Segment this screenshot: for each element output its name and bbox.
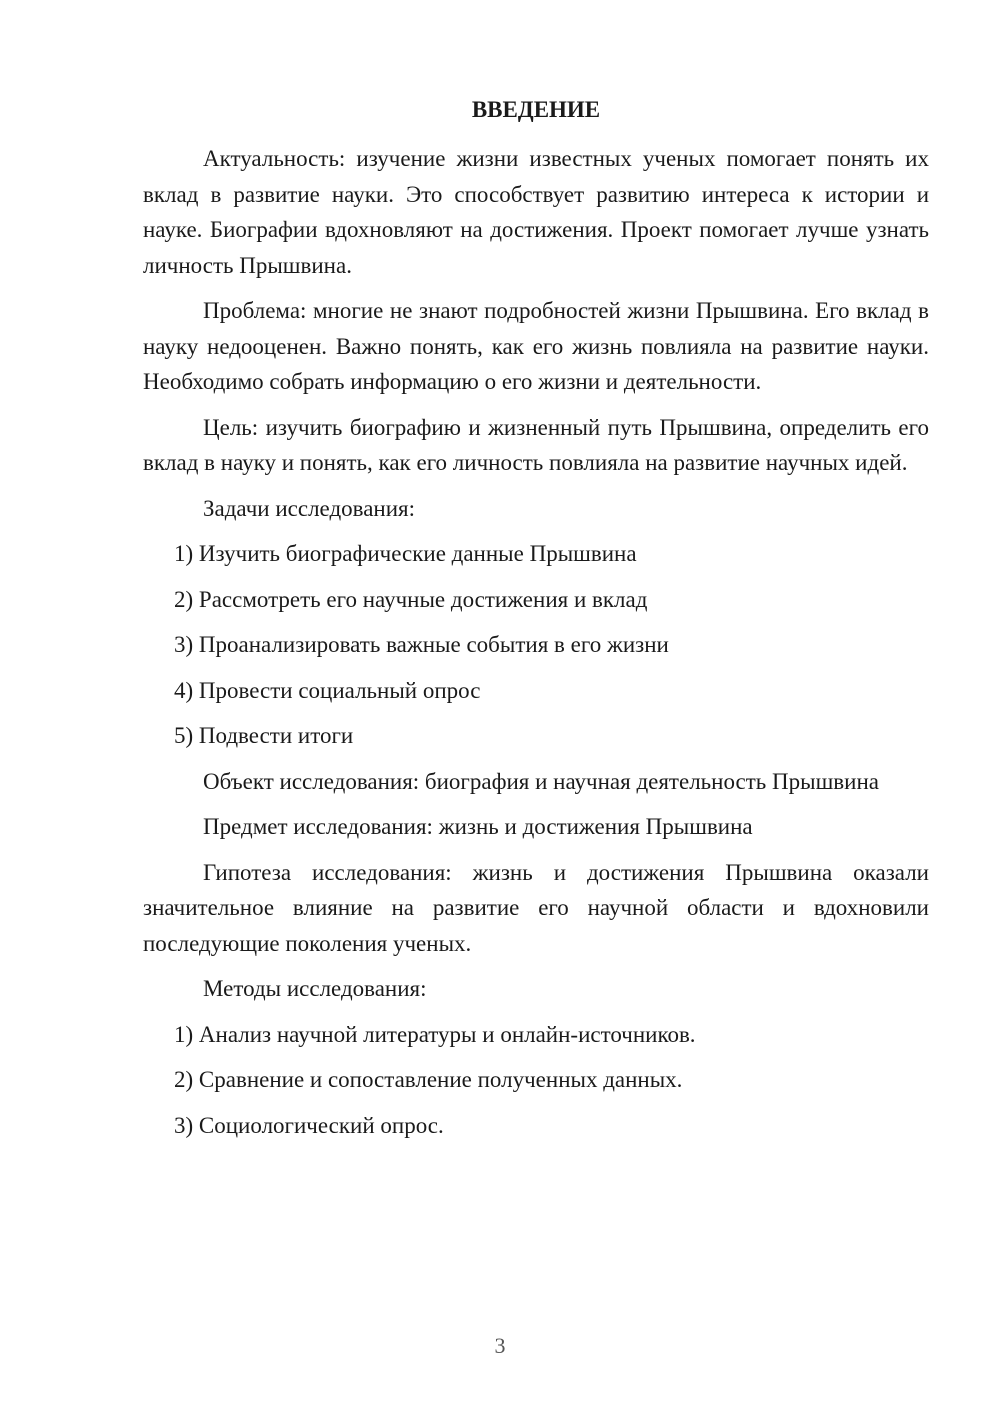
method-item: 3) Социологический опрос. — [174, 1112, 444, 1138]
page-title: ВВЕДЕНИЕ — [471, 97, 601, 122]
subject-paragraph: Предмет исследования: жизнь и достижения Прышвина — [203, 814, 753, 839]
task-item: 2) Рассмотреть его научные достижения и вклад — [174, 586, 648, 612]
task-item: 1) Изучить биографические данные Прышвина — [174, 541, 637, 566]
task-item: 5) Подвести итоги — [174, 723, 354, 748]
tasks-label: Задачи исследования: — [203, 495, 416, 521]
method-item: 2) Сравнение и сопоставление полученных данных. — [174, 1067, 683, 1092]
object-paragraph: Объект исследования: биография и научная деятельность Прышвина — [203, 768, 879, 794]
problem-paragraph: Проблема: многие не знают подробностей жизни Прышвина. Его вклад в науку недооценен. Важно понять, как его жизнь повлияла на развитие науки. Необходимо собрать информацию о его жизни и деятельности. — [143, 298, 929, 394]
document-body — [143, 141, 929, 1153]
methods-label: Методы исследования: — [203, 976, 427, 1001]
hypothesis-paragraph: Гипотеза исследования: жизнь и достижения Прышвина оказали значительное влияние на развитие его научной области и вдохновили последующие поколения ученых. — [143, 859, 929, 956]
page-number: 3 — [494, 1333, 506, 1358]
goal-paragraph: Цель: изучить биографию и жизненный путь Прышвина, определить его вклад в науку и понять, как его личность повлияла на развитие научных идей. — [143, 414, 929, 475]
task-item: 3) Проанализировать важные события в его жизни — [174, 632, 669, 657]
method-item: 1) Анализ научной литературы и онлайн-источников. — [174, 1021, 696, 1047]
task-item: 4) Провести социальный опрос — [174, 677, 481, 703]
actuality-paragraph: Актуальность: изучение жизни известных ученых помогает понять их вклад в развитие науки. Это способствует развитию интереса к истории и науке. Биографии вдохновляют на достижения. Проект помогает лучше узнать личность Прышвина. — [143, 146, 929, 278]
